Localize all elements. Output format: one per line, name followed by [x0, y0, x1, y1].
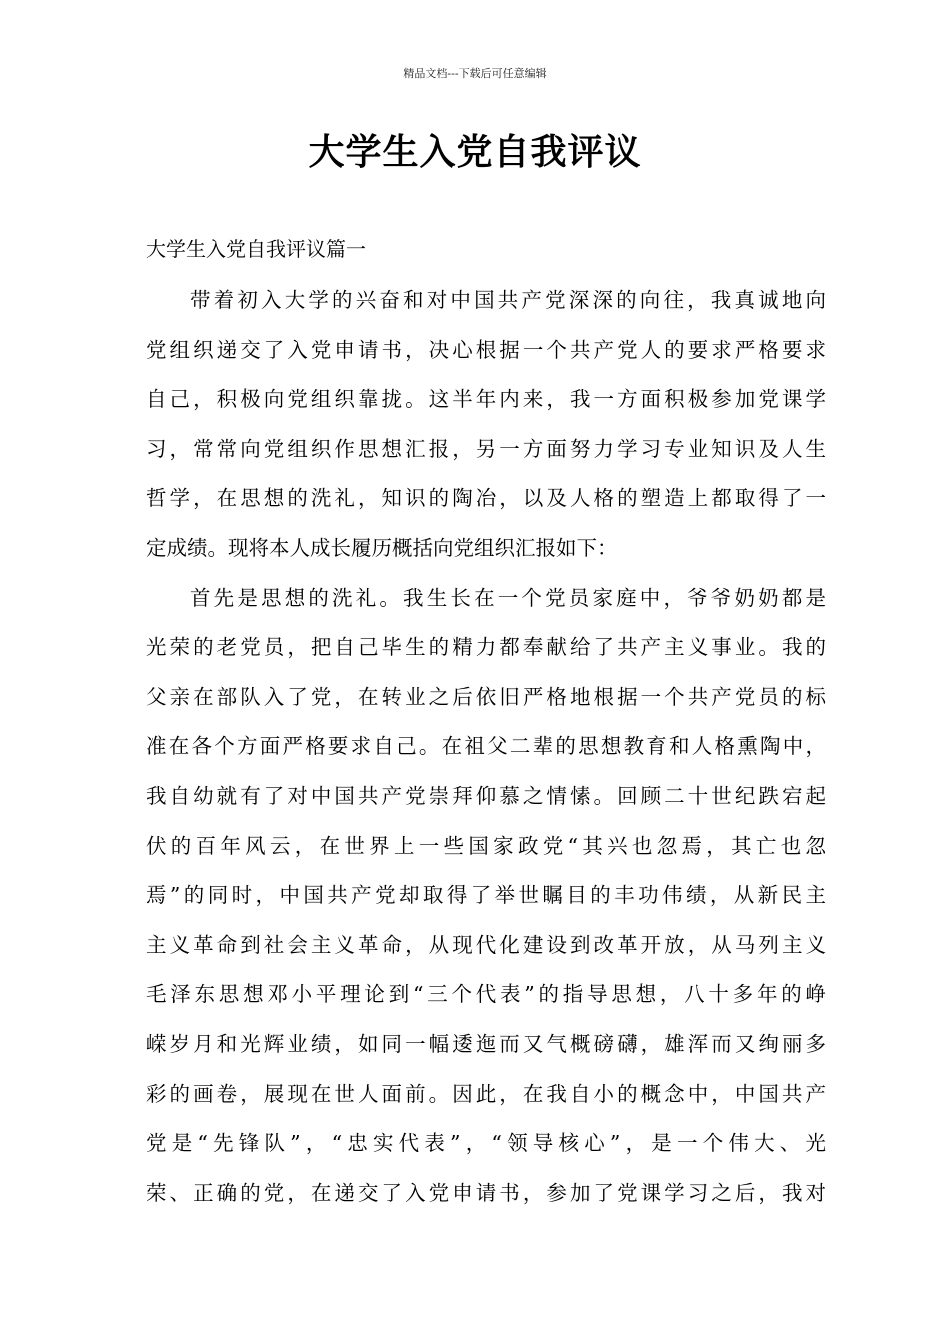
page-header: 精品文档---下载后可任意编辑 — [403, 67, 547, 80]
paragraph-line: 党是“先锋队”，“忠实代表”，“领导核心”，是一个伟大、光 — [146, 1131, 826, 1156]
paragraph-line: 伏的百年风云，在世界上一些国家政党“其兴也忽焉，其亡也忽 — [146, 833, 826, 858]
paragraph-line: 嵘岁月和光辉业绩，如同一幅逶迤而又气概磅礴，雄浑而又绚丽多 — [146, 1031, 826, 1056]
paragraph-line: 荣、正确的党，在递交了入党申请书，参加了党课学习之后，我对 — [146, 1180, 826, 1205]
paragraph-line: 彩的画卷，展现在世人面前。因此，在我自小的概念中，中国共产 — [146, 1081, 826, 1106]
body-text — [146, 282, 826, 1224]
paragraph-line: 自己，积极向党组织靠拢。这半年内来，我一方面积极参加党课学 — [146, 387, 826, 412]
paragraph-line: 焉”的同时，中国共产党却取得了举世瞩目的丰功伟绩，从新民主 — [146, 883, 826, 908]
paragraph-line: 定成绩。现将本人成长履历概括向党组织汇报如下： — [146, 535, 618, 560]
paragraph-line: 首先是思想的洗礼。我生长在一个党员家庭中，爷爷奶奶都是 — [190, 585, 826, 610]
paragraph-line: 我自幼就有了对中国共产党崇拜仰慕之情愫。回顾二十世纪跌宕起 — [146, 783, 826, 808]
paragraph-line: 父亲在部队入了党，在转业之后依旧严格地根据一个共产党员的标 — [146, 684, 826, 709]
paragraph-line: 毛泽东思想邓小平理论到“三个代表”的指导思想，八十多年的峥 — [146, 982, 826, 1007]
section-heading: 大学生入党自我评议篇一 — [146, 237, 366, 261]
paragraph-line: 光荣的老党员，把自己毕生的精力都奉献给了共产主义事业。我的 — [146, 635, 826, 660]
paragraph-line: 习，常常向党组织作思想汇报，另一方面努力学习专业知识及人生 — [146, 436, 826, 461]
paragraph-line: 主义革命到社会主义革命，从现代化建设到改革开放，从马列主义 — [146, 932, 826, 957]
paragraph-line: 哲学，在思想的洗礼，知识的陶冶，以及人格的塑造上都取得了一 — [146, 486, 826, 511]
paragraph-line: 党组织递交了入党申请书，决心根据一个共产党人的要求严格要求 — [146, 337, 826, 362]
document-title: 大学生入党自我评议 — [308, 132, 642, 173]
paragraph-line: 准在各个方面严格要求自己。在祖父二辈的思想教育和人格熏陶中， — [146, 734, 826, 759]
paragraph-line: 带着初入大学的兴奋和对中国共产党深深的向往，我真诚地向 — [190, 288, 826, 312]
